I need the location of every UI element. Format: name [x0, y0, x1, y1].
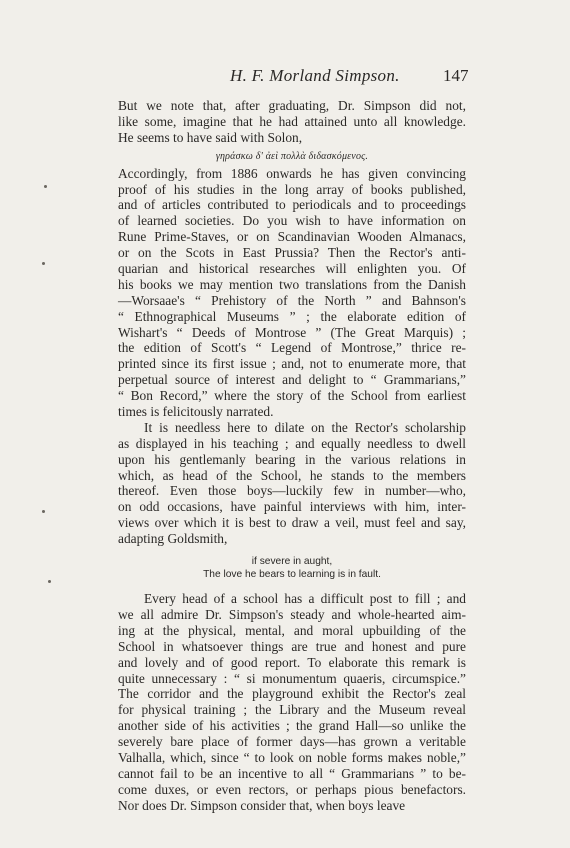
text-line: thereof. Even those boys—luckily few in number—who, — [118, 483, 466, 499]
text-line: views over which it is best to draw a veil, must feel and say, — [118, 515, 466, 531]
text-line: come duxes, or even rectors, or perhaps pious benefactors. — [118, 781, 466, 797]
text-line: But we note that, after graduating, Dr. Simpson did not, — [118, 98, 466, 113]
page-number: 147 — [443, 66, 469, 85]
text-line: ing at the physical, mental, and moral upbuilding of the — [118, 622, 466, 638]
text-line: perpetual source of interest and delight to “ Grammarians,” — [118, 372, 466, 388]
text-line: School in whatsoever things are true and honest and pure — [118, 638, 466, 654]
text-line: upon his gentlemanly bearing in the various relations in — [118, 451, 466, 467]
verse-quotation — [118, 555, 466, 581]
page-body — [118, 98, 466, 814]
paragraph-2 — [118, 166, 466, 420]
text-line: we all admire Dr. Simpson's steady and whole-hearted aim- — [118, 606, 466, 622]
paper-speck — [42, 510, 45, 513]
text-line: and lovely and of good report. To elaborate this remark is — [118, 654, 466, 670]
paragraph-4 — [118, 591, 466, 813]
paper-speck — [42, 262, 45, 265]
text-line: quite unnecessary : “ si monumentum quaeris, circumspice.” — [118, 670, 466, 686]
text-line: and of articles contributed to periodicals and to proceedings — [118, 197, 466, 213]
running-head: H. F. Morland Simpson. — [230, 66, 400, 85]
text-line: He seems to have said with Solon, — [118, 129, 303, 145]
text-line: Nor does Dr. Simpson consider that, when boys leave — [118, 797, 406, 813]
text-line: The corridor and the playground exhibit the Rector's zeal — [118, 686, 466, 702]
text-line: of learned societies. Do you wish to have information on — [118, 213, 466, 229]
text-line: for physical training ; the Library and the Museum reveal — [118, 702, 466, 718]
paragraph-1 — [118, 98, 466, 146]
text-line: Wishart's “ Deeds of Montrose ” (The Great Marquis) ; — [118, 324, 466, 340]
text-line: the edition of Scott's “ Legend of Montrose,” thrice re- — [118, 340, 466, 356]
text-line: Valhalla, which, since “ to look on noble forms makes noble,” — [118, 749, 466, 765]
text-line: “ Ethnographical Museums ” ; the elaborate edition of — [118, 308, 466, 324]
paragraph-3 — [118, 420, 466, 547]
text-line: —Worsaae's “ Prehistory of the North ” and Bahnson's — [118, 292, 466, 308]
paper-speck — [48, 580, 51, 583]
text-line: Every head of a school has a difficult post to fill ; and — [144, 591, 466, 607]
verse-line: The love he bears to learning is in fault. — [203, 569, 381, 581]
text-line: “ Bon Record,” where the story of the School from earliest — [118, 388, 466, 404]
text-line: severely bare place of former days—has grown a veritable — [118, 734, 466, 750]
text-line: adapting Goldsmith, — [118, 531, 228, 547]
text-line: on odd occasions, have painful interviews with him, inter- — [118, 499, 466, 515]
text-line: another side of his activities ; the grand Hall—so unlike the — [118, 718, 466, 734]
text-line: printed since its first issue ; and, not to enumerate more, that — [118, 356, 466, 372]
verse-line: if severe in aught, — [251, 556, 333, 568]
text-line: as displayed in his teaching ; and equally needless to dwell — [118, 435, 466, 451]
text-line: Rune Prime-Staves, or on Scandinavian Wooden Almanacs, — [118, 229, 466, 245]
text-line: his books we may mention two translations from the Danish — [118, 276, 466, 292]
text-line: like some, imagine that he had attained unto all knowledge. — [118, 113, 466, 129]
greek-quotation: γηράσκω δ' ἀεὶ πολλὰ διδασκόμενος. — [215, 150, 369, 162]
text-line: cannot fail to be an incentive to all “ Grammarians ” to be- — [118, 765, 466, 781]
paper-speck — [44, 185, 47, 188]
text-line: times is felicitously narrated. — [118, 404, 274, 420]
page-header — [0, 62, 570, 88]
text-line: proof of his studies in the long array of books published, — [118, 181, 466, 197]
text-line: Accordingly, from 1886 onwards he has given convincing — [118, 165, 466, 181]
text-line: or on the Scots in East Prussia? Then the Rector's anti- — [118, 245, 466, 261]
text-line: It is needless here to dilate on the Rector's scholarship — [144, 419, 466, 435]
text-line: which, as head of the School, he stands to the members — [118, 467, 466, 483]
text-line: quarian and historical researches will enlighten you. Of — [118, 261, 466, 277]
